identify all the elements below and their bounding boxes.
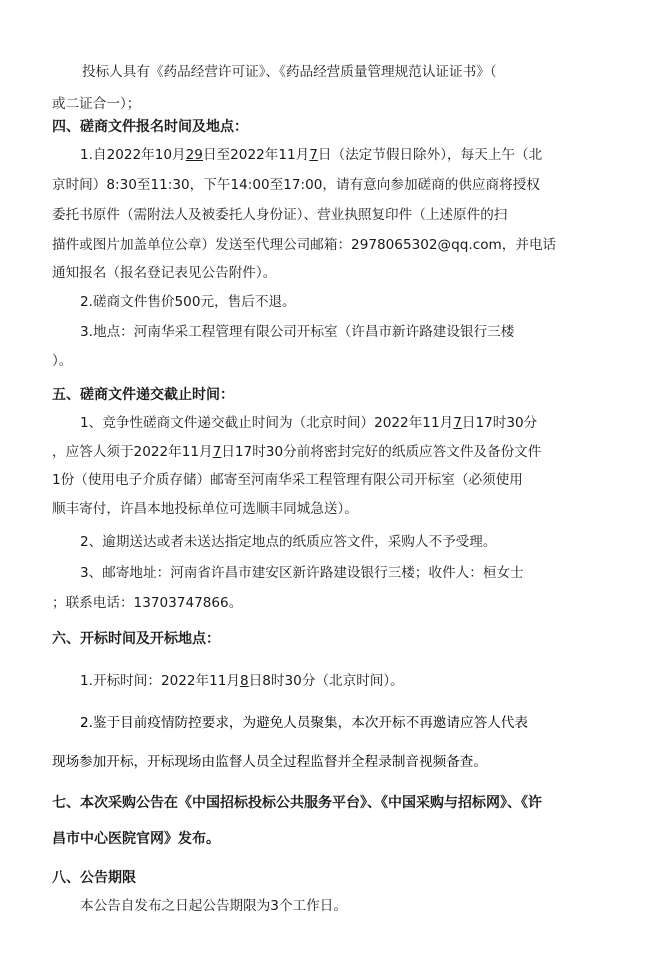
section-6-item-2-line-2: 现场参加开标，开标现场由监督人员全过程监督并全程录制音视频备查。: [52, 754, 487, 770]
section-4-item-2: 2.磋商文件售价500元，售后不退。: [80, 294, 296, 310]
section-5-item-3-line-1: 3、邮寄地址：河南省许昌市建安区新许路建设银行三楼；收件人：桓女士: [80, 565, 524, 581]
section-6-item-1: 1.开标时间：2022年11月8日8时30分（北京时间）。: [80, 673, 404, 689]
section-8-item-1: 本公告自发布之日起公告期限为3个工作日。: [80, 898, 347, 914]
section-4-item-1-line-5: 通知报名（报名登记表见公告附件）。: [52, 265, 277, 281]
section-4-item-3-line-1: 3.地点：河南华采工程管理有限公司开标室（许昌市新许路建设银行三楼: [80, 324, 515, 340]
section-5-item-3-line-2: ；联系电话：13703747866。: [52, 595, 243, 611]
section-6-heading: 六、开标时间及开标地点：: [52, 631, 220, 647]
section-4-heading: 四、磋商文件报名时间及地点：: [52, 119, 248, 135]
section-7-heading-line-2: 昌市中心医院官网》发布。: [52, 831, 220, 847]
section-5-heading: 五、磋商文件递交截止时间：: [52, 387, 234, 403]
qualification-line-1: 投标人具有《药品经营许可证》、《药品经营质量管理规范认证证书》（: [82, 64, 497, 80]
section-4-item-1-line-1: 1.自2022年10月29日至2022年11月7日（法定节假日除外），每天上午（北: [80, 147, 543, 163]
section-4-item-1-line-2: 京时间）8:30至11:30，下午14:00至17:00，请有意向参加磋商的供应商将授权: [52, 177, 540, 193]
section-5-item-1-line-2: ，应答人须于2022年11月7日17时30分前将密封完好的纸质应答文件及备份文件: [52, 444, 542, 460]
section-4-item-1-line-4: 描件或图片加盖单位公章）发送至代理公司邮箱：2978065302@qq.com，并电话: [52, 237, 557, 253]
section-4-item-1-line-3: 委托书原件（需附法人及被委托人身份证）、营业执照复印件（上述原件的扫: [52, 207, 508, 223]
section-5-item-1-line-1: 1、竞争性磋商文件递交截止时间为（北京时间）2022年11月7日17时30分: [80, 415, 538, 431]
section-8-heading: 八、公告期限: [52, 870, 136, 886]
section-5-item-1-line-3: 1份（使用电子介质存储）邮寄至河南华采工程管理有限公司开标室（必须使用: [52, 472, 523, 488]
section-5-item-2: 2、逾期送达或者未送达指定地点的纸质应答文件，采购人不予受理。: [80, 534, 497, 550]
section-4-item-3-line-2: ）。: [52, 353, 73, 369]
qualification-line-2: 或二证合一）；: [52, 96, 141, 112]
section-7-heading-line-1: 七、本次采购公告在《中国招标投标公共服务平台》、《中国采购与招标网》、《许: [52, 795, 542, 811]
section-6-item-2-line-1: 2.鉴于目前疫情防控要求，为避免人员聚集，本次开标不再邀请应答人代表: [80, 715, 528, 731]
section-5-item-1-line-4: 顺丰寄付，许昌本地投标单位可选顺丰同城急送）。: [52, 501, 358, 517]
